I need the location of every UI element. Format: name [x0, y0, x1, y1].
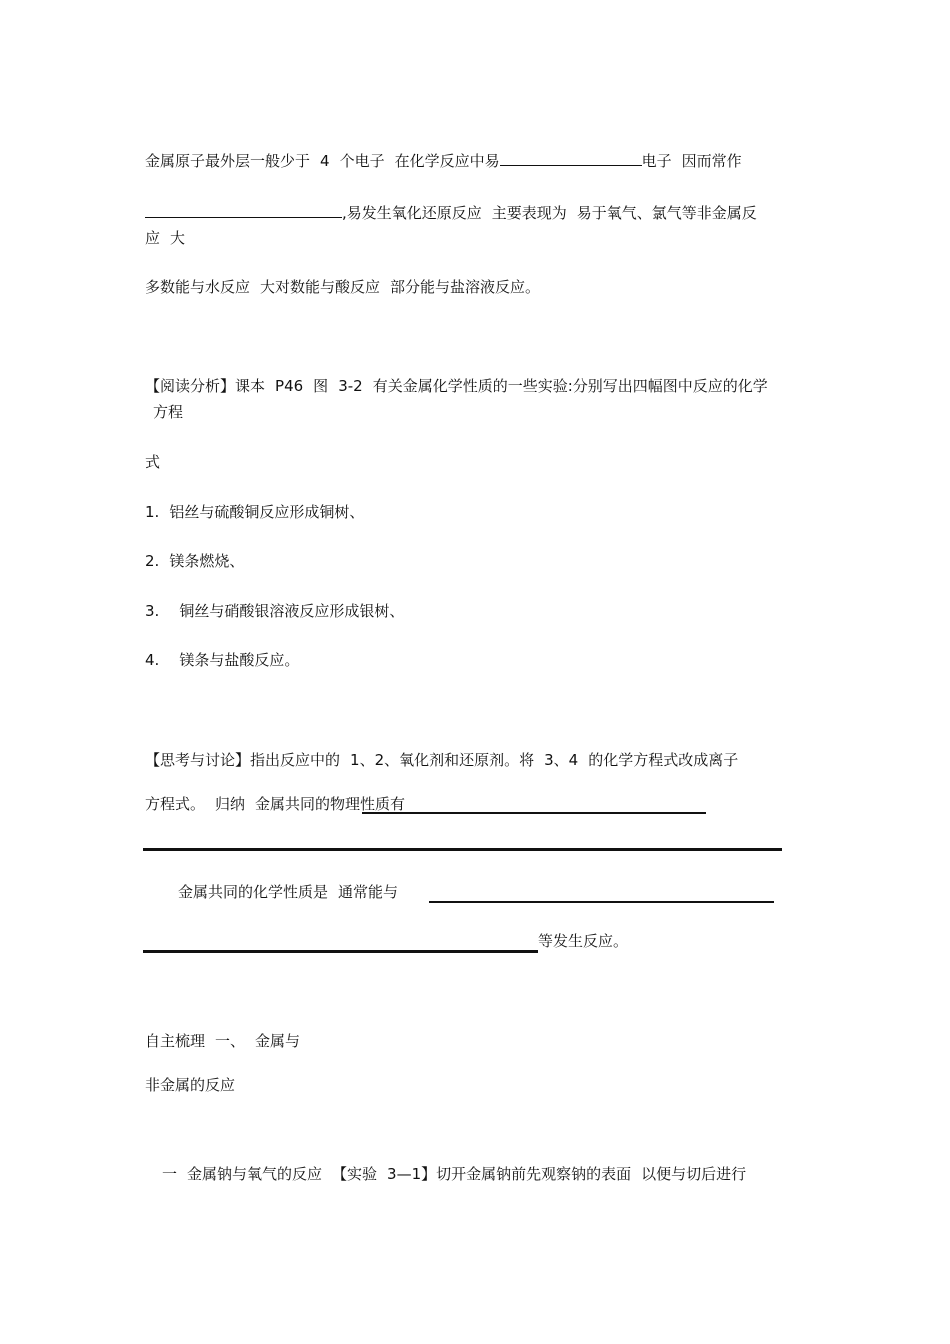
- discuss-line-2: [145, 794, 405, 814]
- text: 以便与切后进行: [641, 1165, 747, 1183]
- blank: [500, 151, 642, 166]
- text: 多数能与水反应: [145, 278, 251, 296]
- text: 的化学方程式改成离子: [588, 751, 739, 769]
- text: 自主梳理: [145, 1032, 206, 1050]
- text: P46: [275, 377, 304, 395]
- text: 式: [145, 453, 161, 471]
- item-number: 4.: [145, 651, 160, 669]
- blank: [145, 203, 342, 218]
- text: ,易发生氧化还原反应: [342, 204, 482, 222]
- reading-line-2: [153, 402, 183, 422]
- item-text: 铜丝与硝酸银溶液反应形成银树、: [179, 602, 405, 620]
- line-1: [145, 151, 742, 171]
- text: 一、: [215, 1032, 246, 1050]
- list-item: [145, 502, 364, 522]
- text: 切开金属钠前先观察钠的表面: [436, 1165, 632, 1183]
- text: 部分能与盐溶液反应。: [390, 278, 541, 296]
- item-text: 镁条燃烧、: [169, 552, 245, 570]
- text: 金属钠与氧气的反应: [187, 1165, 323, 1183]
- item-number: 1.: [145, 503, 160, 521]
- text: 在化学反应中易: [394, 152, 500, 170]
- text: 4: [320, 152, 330, 170]
- self-study-line-1: [145, 1031, 300, 1051]
- text: 【实验: [332, 1165, 378, 1183]
- text: 3—1】: [387, 1165, 437, 1183]
- text: 电子: [641, 152, 672, 170]
- answer-line: [362, 812, 706, 814]
- answer-line: [143, 950, 538, 953]
- text: 有关金属化学性质的一些实验:分别写出四幅图中反应的化学: [372, 377, 768, 395]
- section-tag: 【思考与讨论】: [145, 751, 251, 769]
- text: 方程式。: [145, 795, 206, 813]
- text: 主要表现为: [491, 204, 567, 222]
- item-number: 3.: [145, 602, 160, 620]
- text: 通常能与: [338, 883, 399, 901]
- text: 金属原子最外层一般少于: [145, 152, 311, 170]
- text: 金属共同的化学性质是: [178, 883, 329, 901]
- text: 方程: [153, 403, 184, 421]
- item-text: 铝丝与硫酸铜反应形成铜树、: [169, 503, 365, 521]
- answer-line: [143, 848, 782, 851]
- reading-line-3: [145, 452, 160, 472]
- line-3: [145, 228, 185, 248]
- text: 1、2、氧化剂和还原剂。将: [350, 751, 535, 769]
- text: 金属共同的物理性质有: [255, 795, 406, 813]
- item-text: 镁条与盐酸反应。: [179, 651, 300, 669]
- text: 非金属的反应: [145, 1076, 236, 1094]
- self-study-line-3: [162, 1164, 746, 1184]
- list-item: [145, 551, 244, 571]
- text: 指出反应中的: [250, 751, 341, 769]
- text: 金属与: [255, 1032, 301, 1050]
- text: 应: [145, 229, 161, 247]
- section-tag: 【阅读分析】: [145, 377, 236, 395]
- discuss-line-4: [538, 931, 628, 951]
- discuss-line-1: [145, 750, 738, 770]
- text: 大对数能与酸反应: [260, 278, 381, 296]
- item-number: 2.: [145, 552, 160, 570]
- reading-line-1: [145, 376, 768, 396]
- list-item: [145, 601, 404, 621]
- line-2: [145, 203, 757, 223]
- line-4: [145, 277, 540, 297]
- text: 等发生反应。: [538, 932, 629, 950]
- text: 3、4: [544, 751, 579, 769]
- text: 大: [170, 229, 186, 247]
- discuss-line-3: [178, 882, 398, 902]
- text: 课本: [235, 377, 266, 395]
- text: 一: [162, 1165, 178, 1183]
- text: 图: [313, 377, 329, 395]
- answer-line: [429, 901, 774, 903]
- text: 归纳: [215, 795, 246, 813]
- self-study-line-2: [145, 1075, 235, 1095]
- text: 因而常作: [681, 152, 742, 170]
- text: 3-2: [338, 377, 363, 395]
- text: 易于氧气、氯气等非金属反: [576, 204, 757, 222]
- text: 个电子: [339, 152, 385, 170]
- list-item: [145, 650, 299, 670]
